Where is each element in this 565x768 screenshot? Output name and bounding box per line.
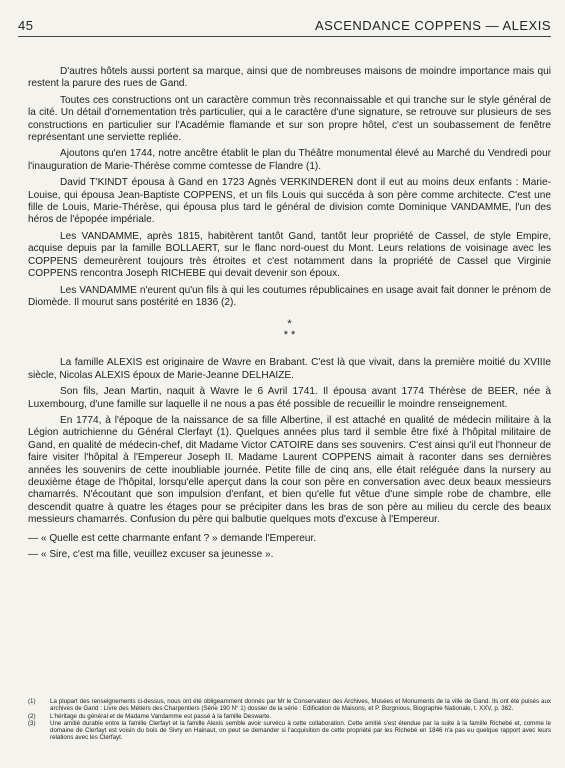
dialogue-line: — « Quelle est cette charmante enfant ? » demande l'Empereur. (28, 532, 317, 544)
body-text (28, 66, 551, 565)
separator-stars-bottom: * * (283, 329, 296, 342)
page-number: 45 (18, 18, 34, 33)
section-separator (28, 319, 551, 341)
footnote-number: (3) (28, 719, 36, 727)
footnote-text: Une amitié durable entre la famille Clerfayt et la famille Alexis semble avoir survécu à cette collaboration. Cette amitié s'est étendue par la suite à la famille Richebé et, comme le domaine de Clerfayt est voisin du bois de Sivry en Hainaut, on peut se demander si l'acquisition de cette propriété par les Richebé en 1846 n'a pas eu quelque rapport avec leurs relations avec les Clerfayt. (50, 719, 551, 742)
paragraph: La famille ALEXIS est originaire de Wavre en Brabant. C'est là que vivait, dans la première moitié du XVIIIe siècle, Nicolas ALEXIS époux de Marie-Jeanne DELHAIZE. (28, 357, 551, 381)
footnote-number: (2) (28, 712, 36, 720)
page-header (18, 18, 551, 37)
footnote-text: La plupart des renseignements ci-dessus, nous ont été obligeamment donnés par Mr le Conservateur des Archives, Musées et Monuments de la ville de Gand. Ils ont été puisés aux archives de Gand : Livre des Métiers des Charpentiers (Série 190 N° 1) dossier de la série : Edification de Maisons, et P. Borgnious, Biographie Nationale, t. XXV, p. 362. (50, 698, 551, 713)
paragraph: Les VANDAMME, après 1815, habitèrent tantôt Gand, tantôt leur propriété de Cassel, de style Empire, acquise depuis par la famille BOLLAERT, sur le flanc nord-ouest du Mont. Leurs relations de voisinage avec les COPPENS demeurèrent toujours très étroites et c'est notamment dans la propriété de Cassel que Virginie COPPENS rencontra Joseph RICHEBE qui devait devenir son époux. (28, 230, 551, 280)
footnote (28, 698, 551, 713)
dialogue-line: — « Sire, c'est ma fille, veuillez excuser sa jeunesse ». (28, 549, 274, 560)
paragraph: Son fils, Jean Martin, naquit à Wavre le 6 Avril 1741. Il épousa avant 1774 Thérèse de BEER, née à Luxembourg, d'une famille sur laquelle il ne nous a pas été possible de recueillir le moindre renseignement. (28, 386, 551, 410)
footnote (28, 713, 551, 720)
footnote-number: (1) (28, 698, 36, 705)
separator-star-top: * (287, 318, 292, 331)
dialogue (28, 533, 551, 562)
paragraph: Les VANDAMME n'eurent qu'un fils à qui les coutumes républicaines en usage avait fait donner le prénom de Diomède. Il mourut sans postérité en 1836 (2). (28, 284, 551, 308)
footnotes (28, 698, 551, 742)
paragraph: En 1774, à l'époque de la naissance de sa fille Albertine, il est attaché en qualité de médecin militaire à la Légion autrichienne du Général Clerfayt (1). Quelques années plus tard il semble être fixé à l'hôpital militaire de Gand, en qualité de médecin-chef, dit Madame Victor CATOIRE dans ses souvenirs. C'est ainsi qu'il eut l'honneur de faire visiter l'hôpital à l'Empereur Joseph II. Madame Laurent COPPENS aimait à raconter dans ses dernières années les souvenirs de cette inoubliable journée. Petite fille de cinq ans, elle était reléguée dans la nursery au deuxième étage de l'hôpital, lorsqu'elle aperçut dans la cour son père en conversation avec deux beaux messieurs chamarrés. N'écoutant que son impulsion d'enfant, et bien qu'elle fut vêtue d'une simple robe de chambre, elle descendit quatre à quatre les étages pour se précipiter dans les bras de son père au milieu du cercle des beaux messieurs chamarrés. Confusion du père qui balbutie quelques mots d'excuse à l'Empereur. (28, 414, 551, 526)
paragraph: Ajoutons qu'en 1744, notre ancêtre établit le plan du Théâtre monumental élevé au Marché du Vendredi pour l'inauguration de Marie-Thérèse comme comtesse de Flandre (1). (28, 148, 551, 172)
running-title: ASCENDANCE COPPENS — ALEXIS (314, 18, 551, 33)
paragraph: D'autres hôtels aussi portent sa marque, ainsi que de nombreuses maisons de moindre importance mais qui restent la parure des rues de Gand. (28, 66, 551, 90)
paragraph: Toutes ces constructions ont un caractère commun très reconnaissable et qui tranche sur le style général de la cité. Un détail d'ornementation très particulier, qui a le caractère d'une signature, se retrouve sur plusieurs de ses constructions en particulier sur l'Académie flamande et sur son propre hôtel, c'est un soubassement de fenêtre représentant une serviette repliée. (28, 94, 551, 144)
paragraph: David T'KINDT épousa à Gand en 1723 Agnès VERKINDEREN dont il eut au moins deux enfants : Marie-Louise, qui épousa Jean-Baptiste COPPENS, et un fils Louis qui succéda à son père comme architecte. C'est une fille de Louis, Marie-Thérèse, qui épousa plus tard le général de division comte Dominique VANDAMME, l'un des héros de l'épopée impériale. (28, 177, 551, 226)
footnote-text: L'héritage du général et de Madame Vandamme est passé à la famille Deswarte. (50, 712, 272, 720)
footnote (28, 720, 551, 742)
